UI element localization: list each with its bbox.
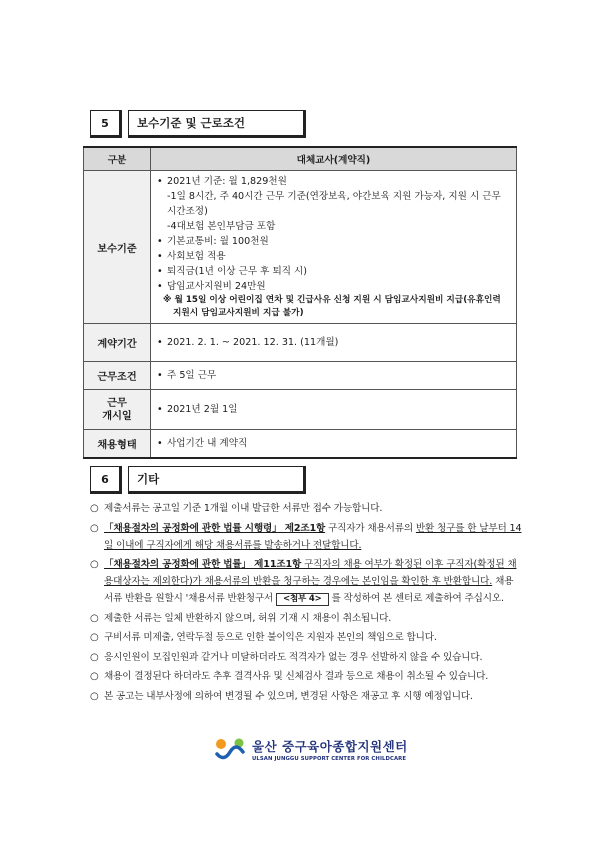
employment-conditions-table: [83, 146, 517, 459]
pay-bullet-2: 기본교통비: 월 100천원: [167, 236, 269, 247]
attachment-4-label: <첨부 4>: [276, 593, 329, 606]
table-row-start: 근무 개시일 • 2021년 2월 1일: [84, 390, 517, 430]
circle-bullet-icon: ○: [90, 559, 99, 570]
row-value-pay: • 2021년 기준: 월 1,829천원 -1일 8시간, 주 40시간 근무 기준(연장보육, 야간보육 지원 가능자, 지원 시 근무시간조정) -4대보험 본인부담금 포함 • 기본교통비: 월 100천원 • 사회보험 적용 • 퇴직금(1년 이상 근무 후 퇴직 시) • 담임교사지원비 24만원 ※ 월 15일 이상 어린이집 연차 및 긴급사유 신청 지원 시 담임교사지원비 지급(유휴인력 지원시 담임교사지원비 지급 불가): [151, 171, 517, 324]
circle-bullet-icon: ○: [90, 632, 99, 643]
header-category: 구분: [84, 147, 151, 171]
pay-bullet-3: 사회보험 적용: [167, 251, 226, 262]
list-item: ○ 「채용절차의 공정화에 관한 법률」 제11조1항 구직자의 채용 여부가 확정된 이후 구직자(확정된 채용대상자는 제외한다)가 채용서류의 반환을 청구하는 경우에는 본인임을 확인한 후 반환합니다. 채용서류 반환을 원할시 '채용서류 반환청구서 <첨부 4> 를 작성하여 본 센터로 제출하여 주십시오.: [90, 556, 522, 607]
table-header-row: [84, 147, 517, 171]
notes-list: [90, 500, 522, 707]
row-label-period: 계약기간: [84, 324, 151, 362]
pay-note: ※ 월 15일 이상 어린이집 연차 및 긴급사유 신청 지원 시 담임교사지원비 지급(유휴인력 지원시 담임교사지원비 지급 불가): [163, 295, 501, 318]
pay-bullet-4: 퇴직금(1년 이상 근무 후 퇴직 시): [167, 266, 308, 277]
table-row-work: 근무조건 • 주 5일 근무: [84, 362, 517, 390]
section-title: 보수기준 및 근로조건: [128, 110, 306, 138]
table-row-period: 계약기간 • 2021. 2. 1. ~ 2021. 12. 31. (11개월): [84, 324, 517, 362]
center-logo-icon: [214, 736, 246, 762]
list-item: ○ 응시인원이 모집인원과 같거나 미달하더라도 적격자가 없는 경우 선발하지 않을 수 있습니다.: [90, 649, 522, 666]
center-name-english: ULSAN JUNGGU SUPPORT CENTER FOR CHILDCARE: [252, 755, 407, 762]
circle-bullet-icon: ○: [90, 671, 99, 682]
circle-bullet-icon: ○: [90, 503, 99, 514]
list-item: ○ 제출서류는 공고일 기준 1개월 이내 발급한 서류만 접수 가능합니다.: [90, 500, 522, 517]
period-value: 2021. 2. 1. ~ 2021. 12. 31. (11개월): [167, 337, 339, 348]
circle-bullet-icon: ○: [90, 522, 99, 534]
table-row-pay: [84, 171, 517, 324]
pay-bullet-5: 담임교사지원비 24만원: [167, 281, 266, 292]
type-value: 사업기간 내 계약직: [167, 437, 248, 449]
header-substitute-teacher: 대체교사(계약직): [151, 147, 517, 171]
circle-bullet-icon: ○: [90, 651, 99, 663]
circle-bullet-icon: ○: [90, 690, 99, 702]
pay-sub-1: -1일 8시간, 주 40시간 근무 기준(연장보육, 야간보육 지원 가능자, 지원 시 근무시간조정): [167, 191, 501, 217]
list-item: ○ 구비서류 미제출, 연락두절 등으로 인한 불이익은 지원자 본인의 책임으로 합니다.: [90, 629, 522, 646]
center-name: 울산 중구육아종합지원센터: [252, 738, 408, 754]
circle-bullet-icon: ○: [90, 612, 99, 624]
section-5-header: [90, 110, 306, 136]
section-number: 5: [90, 110, 122, 138]
list-item: ○ 본 공고는 내부사정에 의하여 변경될 수 있으며, 변경된 사항은 재공고 후 시행 예정입니다.: [90, 688, 522, 705]
list-item: ○ 제출한 서류는 일체 반환하지 않으며, 허위 기재 시 채용이 취소됩니다.: [90, 610, 522, 627]
row-label-type: 채용형태: [84, 430, 151, 458]
row-label-work: 근무조건: [84, 362, 151, 390]
center-logo: [214, 736, 408, 762]
section-number: 6: [90, 466, 122, 494]
table-row-type: 채용형태 • 사업기간 내 계약직: [84, 430, 517, 458]
work-value: 주 5일 근무: [167, 370, 217, 381]
section-title: 기타: [128, 466, 306, 494]
pay-sub-2: -4대보험 본인부담금 포함: [167, 221, 276, 232]
list-item: ○ 채용이 결정된다 하더라도 추후 결격사유 및 신체검사 결과 등으로 채용이 취소될 수 있습니다.: [90, 668, 522, 685]
section-6-header: [90, 466, 306, 492]
row-label-pay: 보수기준: [84, 171, 151, 324]
start-value: 2021년 2월 1일: [167, 404, 238, 415]
row-label-start: 근무 개시일: [84, 390, 151, 430]
pay-bullet-1: 2021년 기준: 월 1,829천원: [167, 176, 287, 187]
list-item: ○ 「채용절차의 공정화에 관한 법률 시행령」 제2조1항 구직자가 채용서류의 반환 청구를 한 날부터 14일 이내에 구직자에게 해당 채용서류를 발송하거나 전달합니다.: [90, 520, 522, 554]
